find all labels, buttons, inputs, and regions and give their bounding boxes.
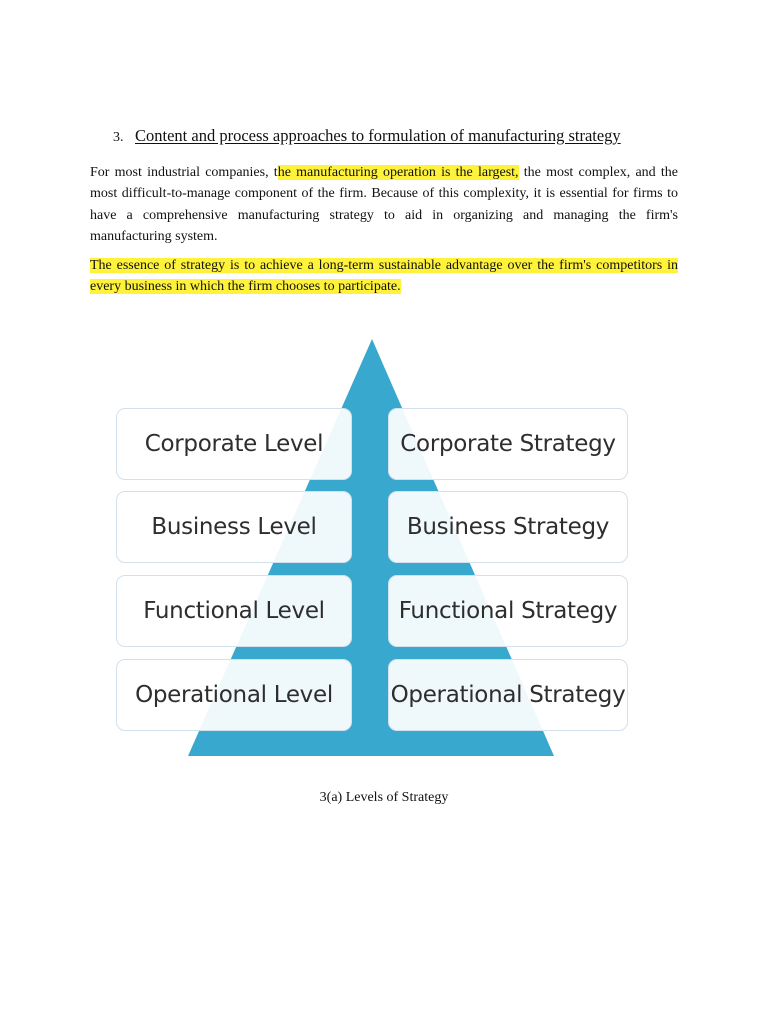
paragraph-2-highlight: The essence of strategy is to achieve a long-term sustainable advantage over the firm's competitors in every business in which the firm chooses to participate. (90, 258, 678, 295)
functional-level-box: Functional Level (116, 575, 352, 647)
operational-strategy-box: Operational Strategy (388, 659, 628, 731)
business-strategy-box: Business Strategy (388, 491, 628, 563)
paragraph-1-text-end: the most complex, and the most difficult-to-manage component of the firm. Because of this complexity, it is essential for firms to have a comprehensive manufacturing strategy to aid in organizing and managing the firm's manufacturing system. (90, 165, 678, 245)
corporate-level-box: Corporate Level (116, 408, 352, 480)
paragraph-1 (90, 162, 678, 248)
paragraph-1-text-start: For most industrial companies, t (90, 165, 278, 180)
section-heading (113, 125, 673, 149)
business-level-box: Business Level (116, 491, 352, 563)
paragraph-1-highlight: he manufacturing operation is the largest, (277, 165, 519, 180)
section-title: Content and process approaches to formulation of manufacturing strategy (135, 126, 621, 145)
section-number: 3. (113, 130, 124, 145)
functional-strategy-box: Functional Strategy (388, 575, 628, 647)
operational-level-box: Operational Level (116, 659, 352, 731)
figure-caption: 3(a) Levels of Strategy (319, 790, 449, 805)
corporate-strategy-box: Corporate Strategy (388, 408, 628, 480)
paragraph-2 (90, 255, 678, 298)
strategy-levels-diagram (112, 336, 632, 760)
